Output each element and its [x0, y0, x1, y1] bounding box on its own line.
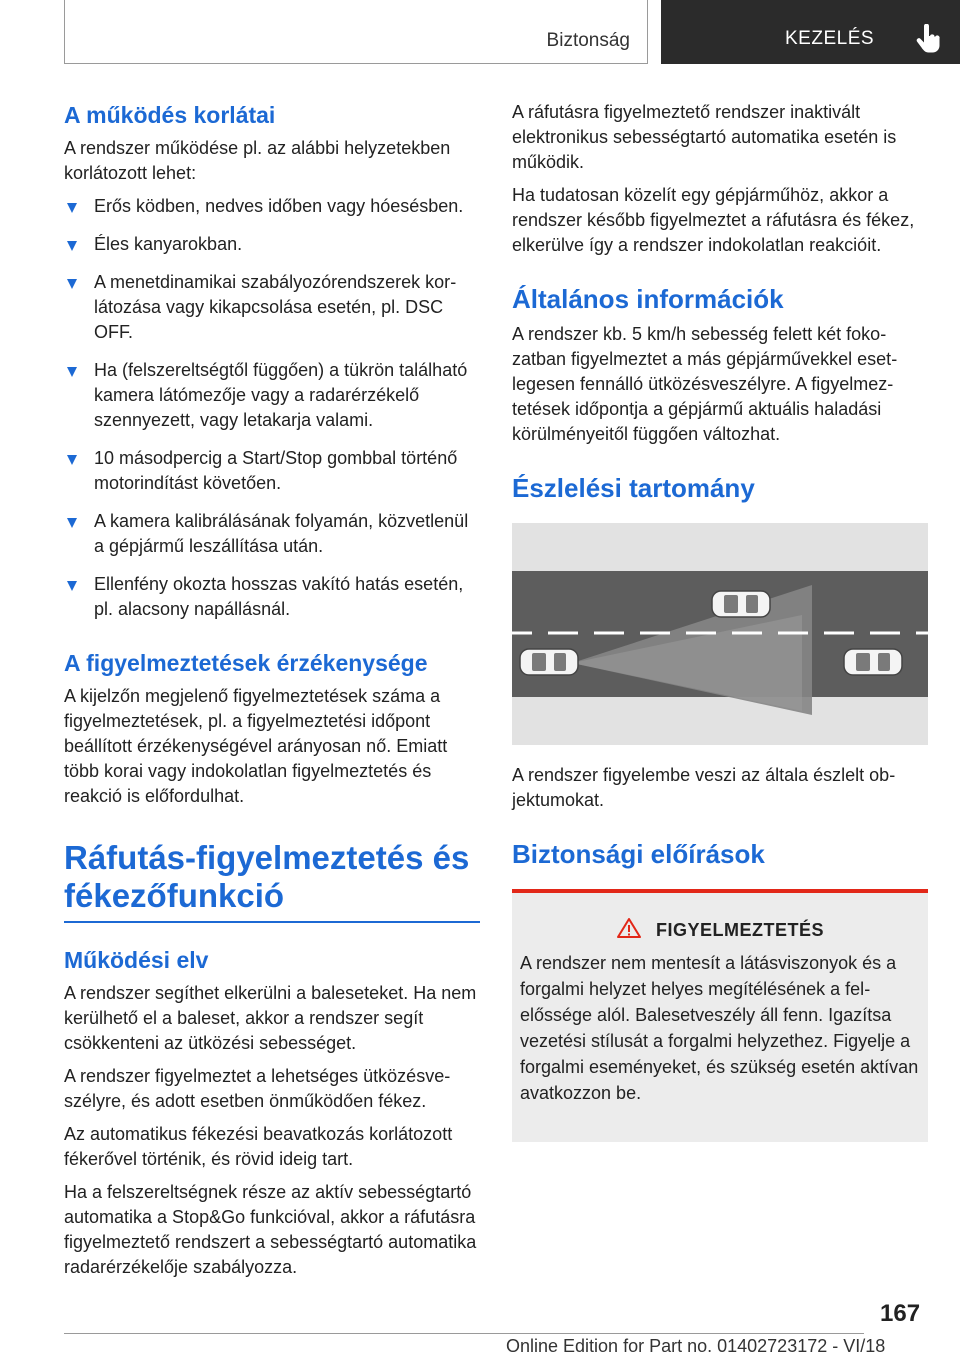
limits-list: [64, 194, 480, 622]
list-item-text: 10 másodpercig a Start/Stop gombbal történő motorindítást követően.: [94, 448, 458, 493]
list-item-text: Erős ködben, nedves időben vagy hóesésben.: [94, 196, 464, 216]
warning-text: A rendszer nem mentesít a látásviszonyok és a forgalmi helyzet helyes megítélésének a felelőssége alól. Balesetveszély áll fenn. Igazítsa vezetési stílusát a forgalmi helyzethez. Figyelje a forgalmi eseményeket, és szükség esetén aktívan avatkozzon be.: [520, 953, 919, 1103]
limits-heading: A működés korlátai: [64, 102, 276, 128]
header-chapter-tab[interactable]: [661, 0, 960, 64]
page-number: 167: [880, 1300, 921, 1327]
warning-triangle-icon: [616, 917, 642, 944]
sensitivity-text: A kijelzőn megjelenő figyelmeztetések száma a figyelmeztetések, pl. a figyelmeztetési időpont beállított érzékenységével arányosan nő. Emiatt több korai vagy indokolatlan figyelmeztetés és reakció is előfordulhat.: [64, 686, 448, 806]
list-item: [64, 194, 480, 219]
warning-box: [512, 889, 928, 1142]
list-item: [64, 572, 480, 622]
footer-edition: Online Edition for Part no. 01402723172 - VI/18: [506, 1336, 886, 1356]
principle-paragraph: Az automatikus fékezési beavatkozás korlátozott fékerővel történik, és rövid ideig tart.: [64, 1124, 453, 1169]
principle-paragraph: Ha a felszereltségnek része az aktív sebességtartó automatika a Stop&Go funkcióval, akkor a ráfutásra figyelmeztető rendszert a sebességtartó automatika radarérzékelője szabályozza.: [64, 1182, 477, 1277]
range-heading: Észlelési tartomány: [512, 473, 755, 503]
triangle-down-icon: [67, 518, 77, 528]
car-ahead: [712, 591, 770, 617]
main-title-block: [64, 839, 480, 923]
own-car: [520, 649, 578, 675]
principle-heading: Működési elv: [64, 947, 209, 973]
principle-paragraph: A rendszer figyelmeztet a lehetséges ütközésveszélyre, és adott esetben önműködően fékez.: [64, 1066, 451, 1111]
triangle-down-icon: [67, 279, 77, 289]
list-item-text: Ha (felszereltségtől függően) a tükrön található kamera látómezője vagy a radarérzékelő szennyezett, vagy letakarja valami.: [94, 360, 468, 430]
intro-paragraph: A ráfutásra figyelmeztető rendszer inaktivált elektronikus sebességtartó automatika esetén is működik.: [512, 102, 897, 172]
header-chapter-label: KEZELÉS: [785, 28, 875, 49]
list-item: [64, 270, 480, 345]
list-item: [64, 509, 480, 559]
main-title: Ráfutás-figyelmeztetés és fékezőfunkció: [64, 839, 470, 914]
triangle-down-icon: [67, 203, 77, 213]
list-item: [64, 232, 480, 257]
triangle-down-icon: [67, 455, 77, 465]
car-side: [844, 649, 902, 675]
list-item-text: Ellenfény okozta hosszas vakító hatás esetén, pl. alacsony napállásnál.: [94, 574, 464, 619]
list-item-text: A kamera kalibrálásának folyamán, közvetlenül a gépjármű leszállítása után.: [94, 511, 469, 556]
right-column: [512, 100, 928, 1142]
figure-caption: A rendszer figyelembe veszi az általa észlelt objektumokat.: [512, 765, 896, 810]
warning-title: FIGYELMEZTETÉS: [655, 920, 824, 940]
footer-divider: [64, 1333, 864, 1334]
triangle-down-icon: [67, 581, 77, 591]
hand-pointer-icon: [915, 24, 941, 59]
detection-range-illustration: [512, 523, 928, 745]
safety-heading: Biztonsági előírások: [512, 839, 765, 869]
list-item-text: Éles kanyarokban.: [94, 234, 243, 254]
left-column: [64, 100, 480, 1288]
triangle-down-icon: [67, 241, 77, 251]
principle-paragraph: A rendszer segíthet elkerülni a baleseteket. Ha nem kerülhető el a baleset, akkor a rendszer segít csökkenteni az ütközési sebességet.: [64, 983, 477, 1053]
list-item: [64, 358, 480, 433]
warning-title-row: [520, 917, 920, 944]
header-section-title: Biztonság: [546, 30, 630, 51]
list-item-text: A menetdinamikai szabályozórendszerek korlátozása vagy kikapcsolása esetén, pl. DSC OFF.: [94, 272, 457, 342]
detection-range-figure: [512, 523, 928, 745]
limits-intro: A rendszer működése pl. az alábbi helyzetekben korlátozott lehet:: [64, 138, 451, 183]
general-text: A rendszer kb. 5 km/h sebesség felett két fokozatban figyelmeztet a más gépjárművekkel esetlegesen fennálló ütközésveszélyre. A figyelmeztetések időpontja a gépjármű aktuális haladási körülményeitől függően változhat.: [512, 324, 898, 444]
intro-paragraph: Ha tudatosan közelít egy gépjárműhöz, akkor a rendszer később figyelmeztet a ráfutásra és fékez, elkerülve így a rendszer indokolatlan reakcióit.: [512, 185, 915, 255]
sensitivity-heading: A figyelmeztetések érzékenysége: [64, 650, 428, 676]
general-heading: Általános információk: [512, 284, 784, 314]
list-item: [64, 446, 480, 496]
triangle-down-icon: [67, 367, 77, 377]
